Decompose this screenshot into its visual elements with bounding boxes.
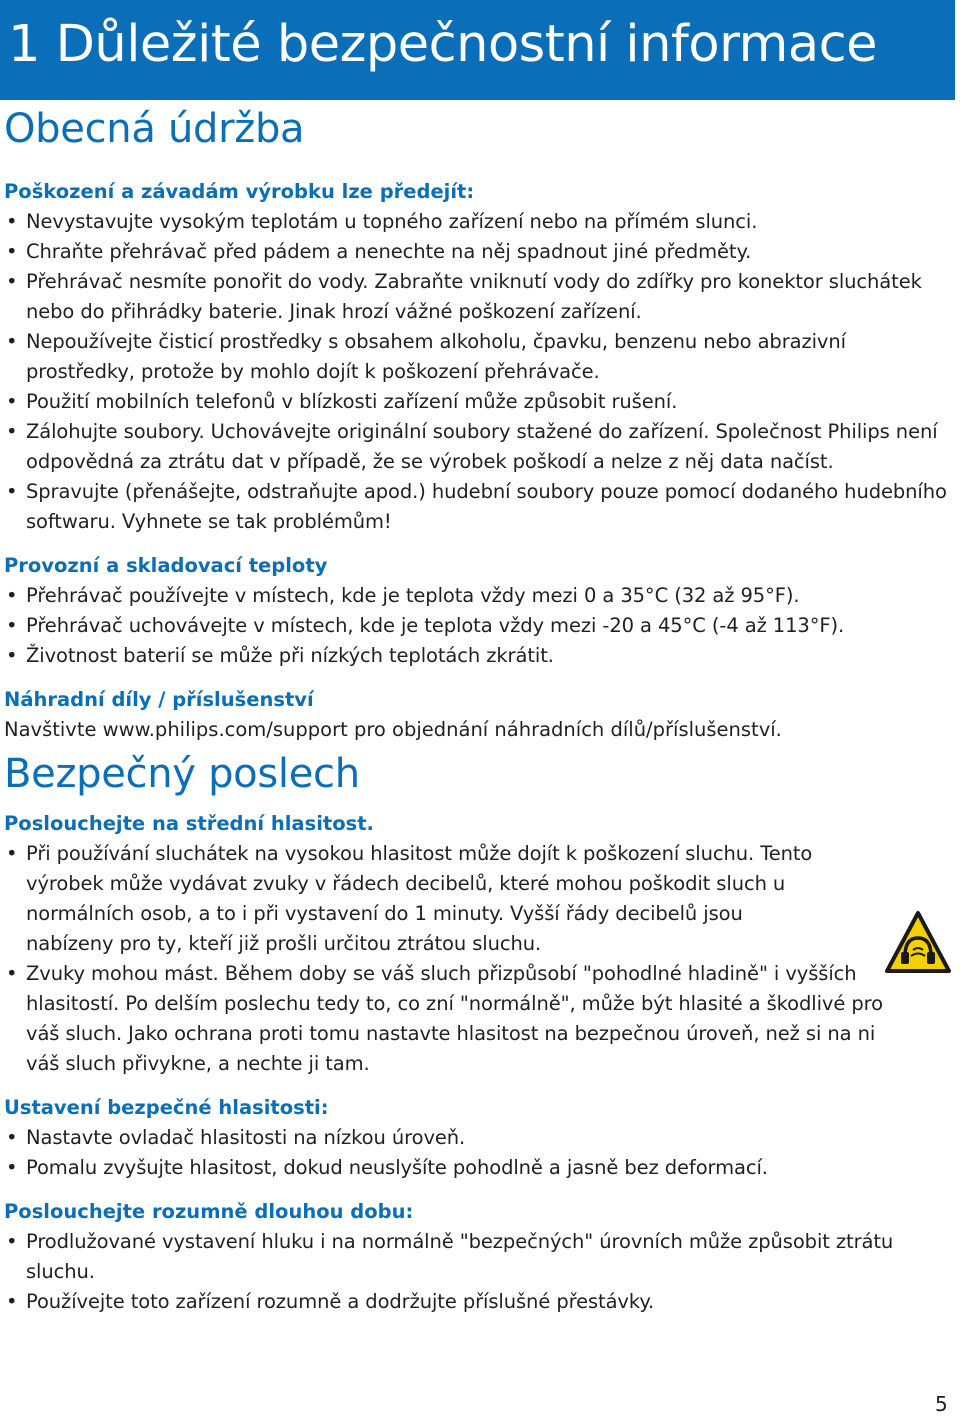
subsection-heading-moderate-volume: Poslouchejte na střední hlasitost. [4,812,374,835]
section-heading-safe-listening: Bezpečný poslech [4,751,360,797]
page-number: 5 [935,1392,948,1416]
spare-parts-text: Navštivte www.philips.com/support pro objednání náhradních dílů/příslušenství. [4,718,782,741]
list-item: • Přehrávač uchovávejte v místech, kde je teplota vždy mezi -20 a 45°C (-4 až 113°F). [4,611,949,641]
title-banner [0,0,955,100]
bullet-list-moderate-volume [4,839,894,1079]
subsection-heading-temperatures: Provozní a skladovací teploty [4,554,328,577]
list-item: • Přehrávač nesmíte ponořit do vody. Zabraňte vniknutí vody do zdířky pro konektor sluchátek nebo do přihrádky baterie. Jinak hrozí vážné poškození zařízení. [4,267,949,327]
list-item: • Použití mobilních telefonů v blízkosti zařízení může způsobit rušení. [4,387,949,417]
bullet-list-damage-prevention [4,207,949,537]
list-item: • Chraňte přehrávač před pádem a nenechte na něj spadnout jiné předměty. [4,237,949,267]
subsection-heading-spare-parts: Náhradní díly / příslušenství [4,688,314,711]
page-title: 1 Důležité bezpečnostní informace [8,15,878,74]
subsection-heading-set-safe-volume: Ustavení bezpečné hlasitosti: [4,1096,329,1119]
bullet-list-reasonable-time [4,1227,934,1317]
subsection-heading-reasonable-time: Poslouchejte rozumně dlouhou dobu: [4,1200,414,1223]
list-item: • Nepoužívejte čisticí prostředky s obsahem alkoholu, čpavku, benzenu nebo abrazivní prostředky, protože by mohlo dojít k poškození přehrávače. [4,327,949,387]
list-item: • Zálohujte soubory. Uchovávejte originální soubory stažené do zařízení. Společnost Philips není odpovědná za ztrátu dat v případě, že se výrobek poškodí a nelze z něj data načíst. [4,417,949,477]
list-item: • Používejte toto zařízení rozumně a dodržujte příslušné přestávky. [4,1287,934,1317]
list-item: • Nastavte ovladač hlasitosti na nízkou úroveň. [4,1123,949,1153]
list-item: • Spravujte (přenášejte, odstraňujte apod.) hudební soubory pouze pomocí dodaného hudebního softwaru. Vyhnete se tak problémům! [4,477,949,537]
list-item: • Při používání sluchátek na vysokou hlasitost může dojít k poškození sluchu. Tento výrobek může vydávat zvuky v řádech decibelů, které mohou poškodit sluch u normálních osob, a to i při vystavení do 1 minuty. Vyšší řády decibelů jsou nabízeny pro ty, kteří již prošli určitou ztrátou sluchu. [4,839,894,959]
hearing-warning-icon [884,910,952,976]
list-item: • Zvuky mohou mást. Během doby se váš sluch přizpůsobí "pohodlné hladině" i vyšších hlasitostí. Po delším poslechu tedy to, co zní "normálně", může být hlasité a škodlivé pro váš sluch. Jako ochrana proti tomu nastavte hlasitost na bezpečnou úroveň, než si na ni váš sluch přivykne, a nechte ji tam. [4,959,894,1079]
section-heading-general-care: Obecná údržba [4,106,305,152]
list-item: • Nevystavujte vysokým teplotám u topného zařízení nebo na přímém slunci. [4,207,949,237]
list-item: • Prodlužované vystavení hluku i na normálně "bezpečných" úrovních může způsobit ztrátu sluchu. [4,1227,934,1287]
list-item: • Životnost baterií se může při nízkých teplotách zkrátit. [4,641,949,671]
bullet-list-set-safe-volume [4,1123,949,1183]
list-item: • Pomalu zvyšujte hlasitost, dokud neuslyšíte pohodlně a jasně bez deformací. [4,1153,949,1183]
bullet-list-temperatures [4,581,949,671]
document-body [4,100,949,1317]
list-item: • Přehrávač používejte v místech, kde je teplota vždy mezi 0 a 35°C (32 až 95°F). [4,581,949,611]
subsection-heading-damage-prevention: Poškození a závadám výrobku lze předejít: [4,180,475,203]
